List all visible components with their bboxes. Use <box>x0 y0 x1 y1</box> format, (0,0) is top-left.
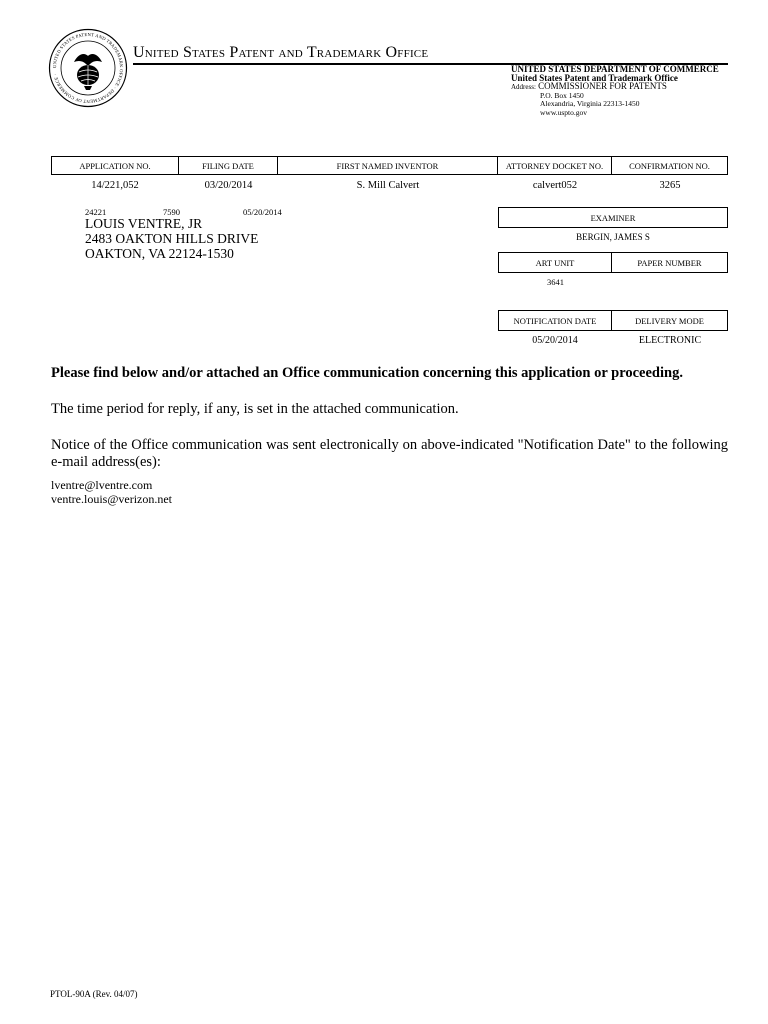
department-address-block <box>511 65 719 118</box>
email-address-2[interactable]: ventre.louis@verizon.net <box>51 492 173 506</box>
attorney-docket-value: calvert052 <box>532 180 578 191</box>
form-identifier: PTOL-90A (Rev. 04/07) <box>50 989 138 999</box>
addressee-name: LOUIS VENTRE, JR <box>85 216 203 231</box>
website: www.uspto.gov <box>540 107 588 117</box>
application-no-value: 14/221,052 <box>91 180 139 191</box>
correspondence-date: 05/20/2014 <box>243 207 282 217</box>
commissioner-line: COMMISSIONER FOR PATENTS <box>538 81 667 92</box>
office-communication-notice: Please find below and/or attached an Office communication concerning this application or proceeding. <box>51 365 683 381</box>
header-application-no: APPLICATION NO. <box>51 156 179 175</box>
notification-date-value: 05/20/2014 <box>532 335 578 346</box>
header-attorney-docket-no: ATTORNEY DOCKET NO. <box>498 156 612 175</box>
paper-number-label: PAPER NUMBER <box>612 252 728 273</box>
examiner-label: EXAMINER <box>498 207 728 228</box>
po-box: P.O. Box 1450 <box>540 90 584 100</box>
customer-number: 24221 <box>85 207 107 217</box>
art-unit-value: 3641 <box>547 277 564 287</box>
office-name: United States Patent and Trademark Office <box>511 72 678 83</box>
notification-date-label: NOTIFICATION DATE <box>498 310 612 331</box>
header-filing-date: FILING DATE <box>179 156 278 175</box>
time-period-text: The time period for reply, if any, is set in the attached communication. <box>51 401 459 417</box>
correspondence-code: 7590 <box>163 207 180 217</box>
confirmation-no-value: 3265 <box>659 180 681 191</box>
delivery-mode-value: ELECTRONIC <box>638 335 702 346</box>
header-confirmation-no: CONFIRMATION NO. <box>612 156 728 175</box>
electronic-notice-paragraph: Notice of the Office communication was sent electronically on above-indicated "Notification Date" to the following e-mail address(es): <box>51 437 728 470</box>
art-unit-label: ART UNIT <box>498 252 612 273</box>
delivery-mode-label: DELIVERY MODE <box>612 310 728 331</box>
uspto-seal-icon <box>48 28 128 108</box>
address-label: Address: <box>511 83 536 92</box>
seal-text: UNITED STATES PATENT AND TRADEMARK OFFICE · DEPARTMENT OF COMMERCE · <box>51 31 125 105</box>
filing-date-value: 03/20/2014 <box>204 180 253 191</box>
email-address-1[interactable]: lventre@lventre.com <box>51 478 153 492</box>
examiner-name: BERGIN, JAMES S <box>576 232 650 242</box>
city-line: Alexandria, Virginia 22313-1450 <box>540 99 640 109</box>
addressee-city-state-zip: OAKTON, VA 22124-1530 <box>85 246 234 261</box>
office-title: United States Patent and Trademark Office <box>133 44 429 61</box>
addressee-street: 2483 OAKTON HILLS DRIVE <box>85 231 259 246</box>
department-name: UNITED STATES DEPARTMENT OF COMMERCE <box>511 64 719 74</box>
header-first-named-inventor: FIRST NAMED INVENTOR <box>278 156 498 175</box>
first-named-inventor-value: S. Mill Calvert <box>356 180 420 191</box>
